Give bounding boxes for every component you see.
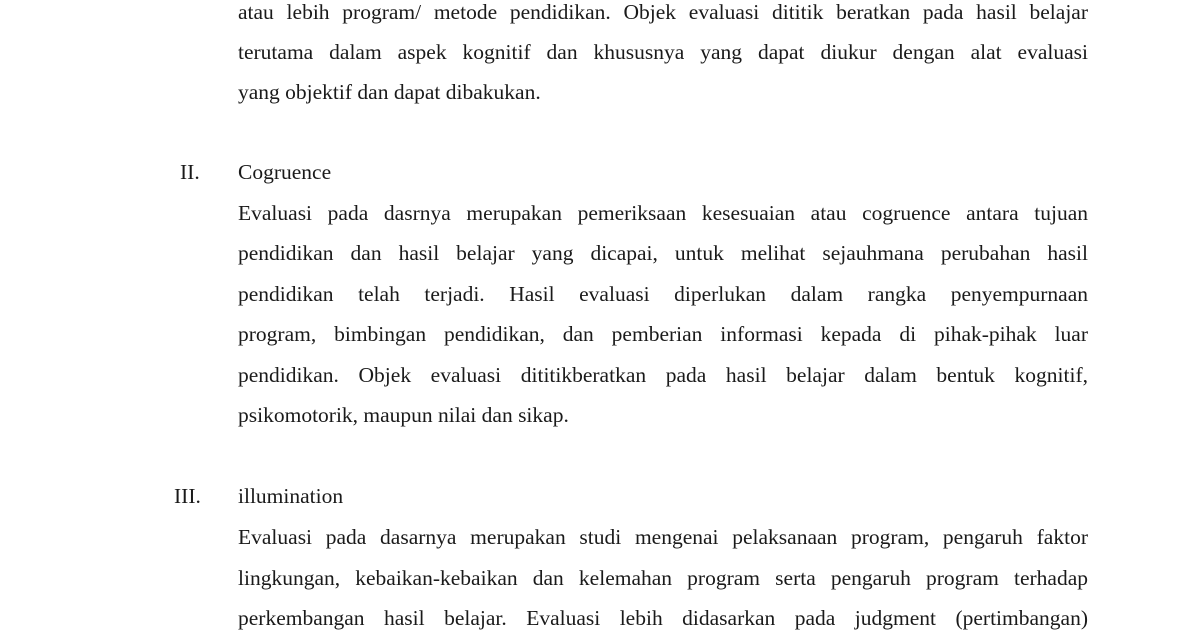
paragraph-line: pendidikan. Objek evaluasi dititikberatkan pada hasil belajar dalam bentuk kognitif, (238, 363, 1088, 387)
paragraph-line: program, bimbingan pendidikan, dan pemberian informasi kepada di pihak-pihak luar (238, 322, 1088, 346)
paragraph-line: pendidikan telah terjadi. Hasil evaluasi diperlukan dalam rangka penyempurnaan (238, 282, 1088, 306)
paragraph-line: atau lebih program/ metode pendidikan. Objek evaluasi dititik beratkan pada hasil belajar (238, 0, 1088, 24)
paragraph-line: perkembangan hasil belajar. Evaluasi lebih didasarkan pada judgment (pertimbangan) (238, 606, 1088, 630)
section-number: II. (180, 160, 200, 184)
section-number: III. (174, 484, 201, 508)
paragraph-line: yang objektif dan dapat dibakukan. (238, 80, 541, 104)
paragraph-line: lingkungan, kebaikan-kebaikan dan kelemahan program serta pengaruh program terhadap (238, 566, 1088, 590)
section-heading: illumination (238, 484, 344, 508)
paragraph-line: psikomotorik, maupun nilai dan sikap. (238, 403, 569, 427)
paragraph-line: terutama dalam aspek kognitif dan khususnya yang dapat diukur dengan alat evaluasi (238, 40, 1088, 64)
paragraph-line: Evaluasi pada dasrnya merupakan pemeriksaan kesesuaian atau cogruence antara tujuan (238, 201, 1088, 225)
paragraph-line: pendidikan dan hasil belajar yang dicapai, untuk melihat sejauhmana perubahan hasil (238, 241, 1088, 265)
section-heading: Cogruence (238, 160, 332, 184)
paragraph-line: Evaluasi pada dasarnya merupakan studi mengenai pelaksanaan program, pengaruh faktor (238, 525, 1088, 549)
